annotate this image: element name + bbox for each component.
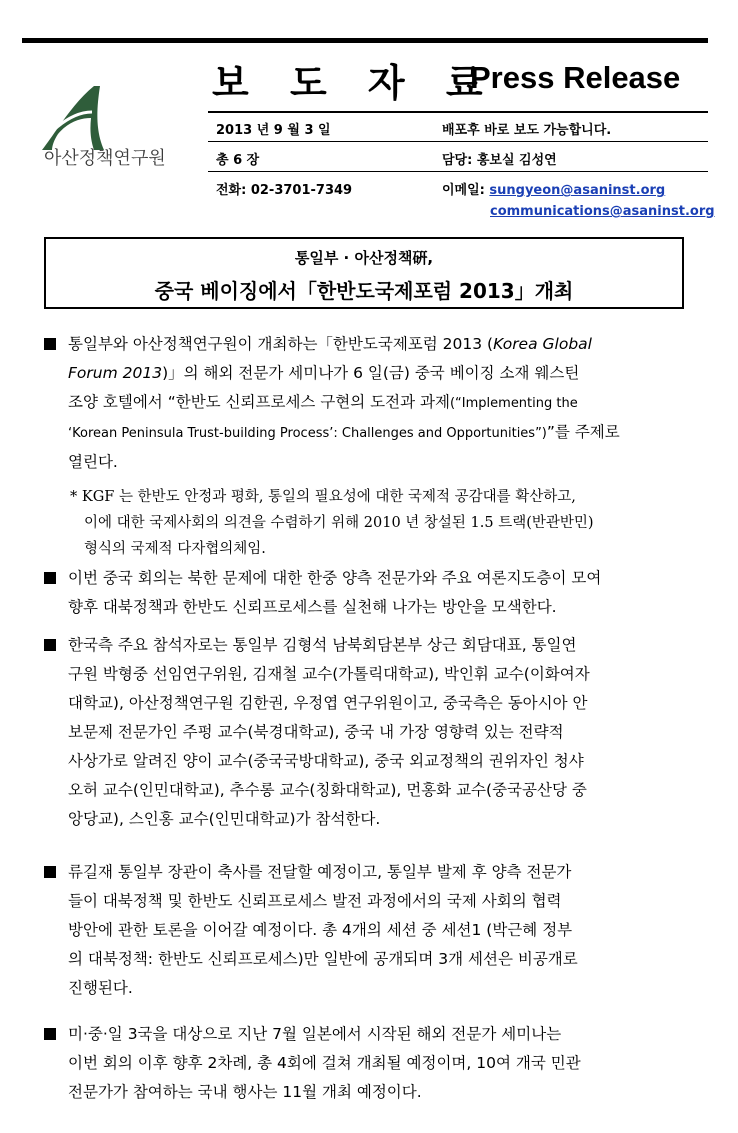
text-line: 향후 대북정책과 한반도 신뢰프로세스를 실천해 나가는 방안을 모색한다. (68, 598, 557, 616)
text-line: 앙당교), 스인홍 교수(인민대학교)가 참석한다. (68, 810, 381, 828)
text-line: 진행된다. (68, 979, 133, 997)
logo-text: 아산정책연구원 (44, 148, 166, 169)
bullet-square (44, 639, 56, 651)
paragraph-5 (68, 1020, 688, 1107)
headline-subtitle: 통일부 · 아산정책硏, (294, 249, 434, 267)
contact-person: 담당: 홍보실 김성연 (442, 153, 557, 168)
info-rule (208, 141, 708, 142)
note-line: 이에 대한 국제사회의 의견을 수렴하기 위해 2010 년 창설된 1.5 트랙(반관반민) (84, 515, 594, 531)
paragraph-2 (68, 564, 688, 622)
info-rule (208, 111, 708, 113)
text-line: 류길재 통일부 장관이 축사를 전달할 예정이고, 통일부 발제 후 양측 전문가 (68, 863, 572, 881)
text-line: 통일부와 아산정책연구원이 개최하는「한반도국제포럼 2013 (Korea Global (68, 335, 592, 353)
phone-number: 전화: 02-3701-7349 (216, 183, 353, 198)
text-line: 방안에 관한 토론을 이어갈 예정이다. 총 4개의 세션 중 세션1 (박근혜 정부 (68, 921, 573, 939)
text-line: 보문제 전문가인 주펑 교수(북경대학교), 중국 내 가장 영향력 있는 전략적 (68, 723, 564, 741)
email-link-1[interactable]: sungyeon@asaninst.org (489, 183, 666, 198)
embargo-note: 배포후 바로 보도 가능합니다. (442, 123, 612, 138)
info-rule (208, 171, 708, 172)
email-label: 이메일: (442, 183, 490, 198)
logo (24, 82, 204, 172)
paragraph-4 (68, 858, 688, 1003)
page-count: 총 6 장 (216, 153, 260, 168)
text-line: 열린다. (68, 453, 118, 471)
top-rule (22, 38, 708, 43)
text-line: 이번 회의 이후 향후 2차례, 총 4회에 걸쳐 개최될 예정이며, 10여 개국 민관 (68, 1054, 581, 1072)
text-line: 조양 호텔에서 “한반도 신뢰프로세스 구현의 도전과 과제(“Implementing the (68, 393, 578, 411)
text-line: Forum 2013)」의 해외 전문가 세미나가 6 일(금) 중국 베이징 소재 웨스틴 (68, 364, 580, 382)
text-line: 대학교), 아산정책연구원 김한권, 우정엽 연구위원이고, 중국측은 동아시아 안 (68, 694, 588, 712)
title-korean: 보 도 자 료 (212, 61, 497, 105)
release-date: 2013 년 9 월 3 일 (216, 123, 331, 138)
text-line: 한국측 주요 참석자로는 통일부 김형석 남북회담본부 상근 회담대표, 통일연 (68, 636, 577, 654)
text-line: 사상가로 알려진 양이 교수(중국국방대학교), 중국 외교정책의 권위자인 청샤 (68, 752, 584, 770)
bullet-square (44, 1028, 56, 1040)
paragraph-3 (68, 631, 688, 834)
note-line: 형식의 국제적 다자협의체임. (84, 541, 266, 557)
bullet-square (44, 338, 56, 350)
text-line: 전문가가 참여하는 국내 행사는 11월 개최 예정이다. (68, 1083, 422, 1101)
bullet-square (44, 572, 56, 584)
text-line: 의 대북정책: 한반도 신뢰프로세스)만 일반에 공개되며 3개 세션은 비공개로 (68, 950, 578, 968)
paragraph-1 (68, 330, 688, 477)
footnote-kgf (70, 484, 690, 562)
text-line: 구원 박형중 선임연구위원, 김재철 교수(가톨릭대학교), 박인휘 교수(이화여자 (68, 665, 590, 683)
asan-logo-icon (34, 82, 124, 152)
bullet-square (44, 866, 56, 878)
title-english: Press Release (470, 60, 681, 95)
text-line: ‘Korean Peninsula Trust-building Process’: Challenges and Opportunities”)”를 주제로 (68, 423, 620, 441)
note-line: * KGF 는 한반도 안정과 평화, 통일의 필요성에 대한 국제적 공감대를 확산하고, (70, 489, 576, 505)
headline-title: 중국 베이징에서「한반도국제포럼 2013」개최 (154, 279, 574, 303)
text-line: 들이 대북정책 및 한반도 신뢰프로세스 발전 과정에서의 국제 사회의 협력 (68, 892, 562, 910)
text-line: 오허 교수(인민대학교), 추수롱 교수(칭화대학교), 먼홍화 교수(중국공산당 중 (68, 781, 587, 799)
text-line: 미·중·일 3국을 대상으로 지난 7월 일본에서 시작된 해외 전문가 세미나는 (68, 1025, 562, 1043)
text-line: 이번 중국 회의는 북한 문제에 대한 한중 양측 전문가와 주요 여론지도층이 모여 (68, 569, 602, 587)
email-link-2[interactable]: communications@asaninst.org (490, 204, 715, 219)
headline-box (44, 237, 684, 309)
email-row-2 (490, 204, 715, 219)
email-row (442, 179, 665, 198)
